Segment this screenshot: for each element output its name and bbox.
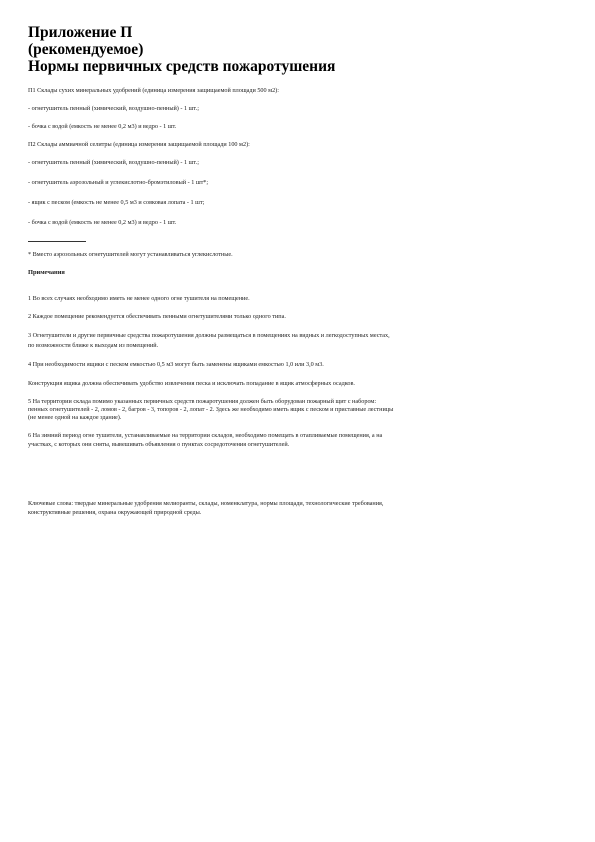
note-6 <box>28 432 568 449</box>
section-p2-item: - огнетушитель аэрозольный и углекислотно-бромэтиловый - 1 шт*; <box>28 179 209 186</box>
document-page <box>28 24 568 517</box>
note-4: 4 При необходимости ящики с песком емкостью 0,5 м3 могут быть заменены ящиками емкостью 1,0 или 3,0 м3. <box>28 361 324 368</box>
section-p1-heading: П1 Склады сухих минеральных удобрений (единица измерения защищаемой площади 500 м2): <box>28 87 279 94</box>
section-p1 <box>28 87 568 131</box>
appendix-title <box>28 24 568 75</box>
note-6-line: 6 На зимний период огне тушители, устанавливаемые на территории складов, необходимо помещать в отапливаемые помещения, а на <box>28 432 383 439</box>
note-3 <box>28 332 568 350</box>
document-body <box>28 87 568 517</box>
notes-title: Примечания <box>28 269 65 276</box>
section-p2-item: - огнетушитель пенный (химический, воздушно-пенный) - 1 шт.; <box>28 159 199 166</box>
note-3-line: по возможности ближе к выходам из помещений. <box>28 342 159 349</box>
keywords-line: Ключевые слова: твердые минеральные удобрения мелиоранты, склады, номенклатура, нормы площади, технологические требования, <box>28 500 384 507</box>
section-p1-item: - бочка с водой (емкость не менее 0,2 м3) и ведро - 1 шт. <box>28 123 177 130</box>
note-2: 2 Каждое помещение рекомендуется обеспечивать пенными огнетушителями только одного типа. <box>28 313 286 320</box>
note-1: 1 Во всех случаях необходимо иметь не менее одного огне тушителя на помещение. <box>28 295 250 302</box>
title-line-3: Нормы первичных средств пожаротушения <box>28 58 336 75</box>
note-5 <box>28 398 568 422</box>
section-p2-heading: П2 Склады аммиачной селитры (единица измерения защищаемой площади 100 м2): <box>28 141 250 148</box>
note-6-line: участках, с которых они сняты, вывешивать объявления о пунктах сосредоточения огнетушителей. <box>28 441 290 448</box>
note-3-line: 3 Огнетушители и другие первичные средства пожаротушения должны размещаться в помещениях на видных и легкодоступных местах, <box>28 332 390 339</box>
title-line-2: (рекомендуемое) <box>28 41 144 58</box>
section-p2-item: - ящик с песком (емкость не менее 0,5 м3 и совковая лопата - 1 шт; <box>28 199 205 206</box>
keywords-line: конструктивные решения, охрана окружающей природной среды. <box>28 509 202 516</box>
note-5-line: (не менее одной на каждое здание). <box>28 414 122 421</box>
note-4-continued: Конструкция ящика должна обеспечивать удобство извлечения песка и исключать попадание в ящик атмосферных осадков. <box>28 380 355 387</box>
footnote: * Вместо аэрозольных огнетушителей могут устанавливаться углекислотные. <box>28 251 233 258</box>
section-p1-item: - огнетушитель пенный (химический, воздушно-пенный) - 1 шт.; <box>28 105 199 112</box>
title-line-1: Приложение П <box>28 24 133 41</box>
section-p2-item: - бочка с водой (емкость не менее 0,2 м3) и ведро - 1 шт. <box>28 219 177 226</box>
footnote-divider <box>28 241 86 242</box>
note-5-line: пенных огнетушителей - 2, ломов - 2, багров - 3, топоров - 2, лопат - 2. Здесь же необходимо иметь ящик с песком и приставные лестницы <box>28 406 394 413</box>
notes-section <box>28 269 568 449</box>
note-5-line: 5 На территории склада помимо указанных первичных средств пожаротушения должен быть оборудован пожарный щит с набором: <box>28 398 377 405</box>
keywords-section <box>28 500 568 517</box>
section-p2 <box>28 141 568 227</box>
